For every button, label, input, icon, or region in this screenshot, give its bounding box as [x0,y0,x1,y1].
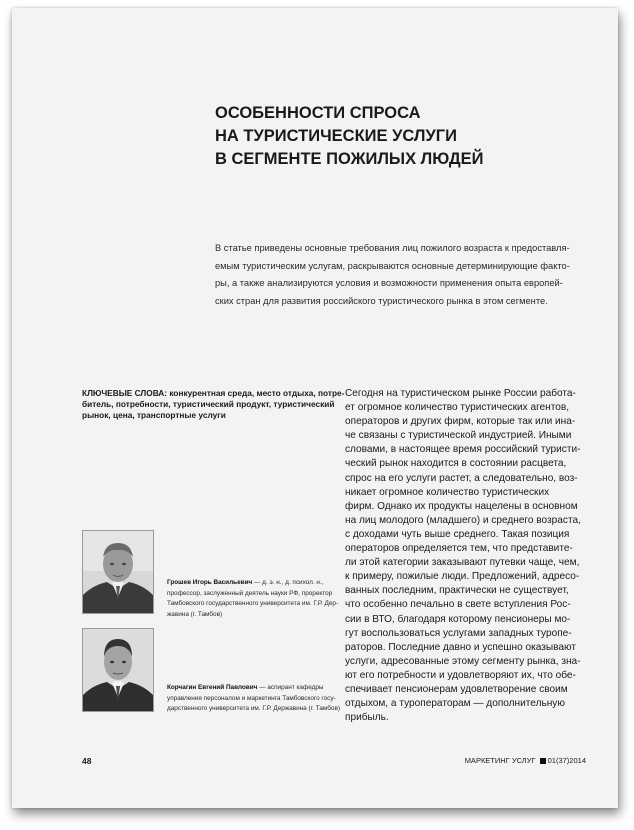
bio-line [167,683,327,694]
body-line: прибыль. [345,712,389,724]
title-line: ОСОБЕННОСТИ СПРОСА [215,104,421,122]
body-line: ческий рынок находится в состоянии расцвета, [345,458,567,470]
body-line: операторов и других фирм, которые так или ина- [345,416,576,428]
body-line: че связаны с туристической индустрией. Иными [345,430,572,442]
keywords-line: КЛЮЧЕВЫЕ СЛОВА: конкурентная среда, место отдыха, потре- [82,388,345,398]
bio-line: профессор, заслуженный деятель науки РФ, проректор [167,589,333,597]
body-line: операторов определяется тем, что представите- [345,543,573,555]
article-title [215,102,575,171]
journal-name: МАРКЕТИНГ УСЛУГ [464,756,536,765]
title-line: В СЕГМЕНТЕ ПОЖИЛЫХ ЛЮДЕЙ [215,150,484,168]
bio-line: Тамбовского государственного университета им. Г.Р. Дер- [167,600,339,607]
body-line: Сегодня на туристическом рынке России работа- [345,388,576,399]
keywords-line: битель, потребности, туристический продукт, туристический [82,399,335,409]
author-bio-groshev [167,578,339,620]
title-line: НА ТУРИСТИЧЕСКИЕ УСЛУГИ [215,127,457,145]
body-line: гут воспользоваться услугами западных туропе- [345,627,572,639]
body-line: что особенно печально в свете вступления Рос- [345,599,571,611]
bio-line: дарственного университета им. Г.Р. Державина (г. Тамбов) [167,705,340,712]
author-name: Грошев Игорь Васильевич [167,579,253,586]
bio-line [167,578,327,589]
body-line: раторов. Последние давно и успешно оказывают [345,641,576,653]
body-line: к примеру, пожилые люди. Предложений, адресо- [345,571,580,583]
body-line: ванных последним, практически не существует, [345,585,569,597]
body-line: никает огромное количество туристических [345,486,550,498]
abstract-line: емым туристическим услугам, раскрываются основные детерминирующие факто- [215,260,570,271]
article-abstract [215,240,600,310]
body-line: ли этой категории заказывают путевки чаще, чем, [345,557,580,569]
bio-text: — д. э. н., д. психол. н., [252,579,324,586]
portrait-icon [83,629,153,711]
article-body [345,387,607,725]
body-line: услуги, адресованные этому сегменту рынка, зна- [345,655,581,667]
author-photo-groshev [82,530,154,614]
abstract-line: ры, а также анализируются условия и возможности применения опыта европей- [215,278,563,288]
keywords-line: рынок, цена, транспортные услуги [82,410,226,420]
author-photo-korchagin [82,628,154,712]
footer-journal [465,756,586,765]
body-line: словами, в настоящее время российский туристи- [345,444,581,456]
body-line: сии в ВТО, благодаря которому пенсионеры мо- [345,613,571,625]
bio-line: жавина (г. Тамбов) [167,610,223,618]
keywords-block [82,388,345,421]
portrait-icon [83,531,153,613]
journal-page [12,8,618,808]
bio-text: — аспирант кафедры [257,684,324,691]
body-line: спрос на его услуги растет, а следовательно, воз- [345,472,578,484]
body-line: спечивает пенсионерам удовлетворение своим [345,683,568,695]
body-line: отдыхом, а туроператорам — дополнительную [345,698,565,710]
body-line: ют его потребности и удовлетворяют их, что обе- [345,669,576,681]
body-line: фирм. Однако их продукты нацелены в основном [345,500,578,512]
bio-line: управления персоналом и маркетинга Тамбовского госу- [167,694,336,702]
square-bullet-icon [540,758,546,764]
abstract-line: ских стран для развития российского туристического рынка в этом сегменте. [215,295,548,306]
body-line: ет огромное количество туристических агентов, [345,402,570,414]
author-bio-korchagin [167,683,340,715]
page-number: 48 [82,756,92,766]
abstract-line: В статье приведены основные требования лиц пожилого возраста к предоставля- [215,243,570,253]
author-name: Корчагин Евгений Павлович [167,684,258,691]
journal-issue: 01(37)2014 [547,756,586,765]
body-line: с доходами чуть выше среднего. Такая позиция [345,528,570,540]
body-line: на лиц молодого (младшего) и среднего возраста, [345,514,581,526]
